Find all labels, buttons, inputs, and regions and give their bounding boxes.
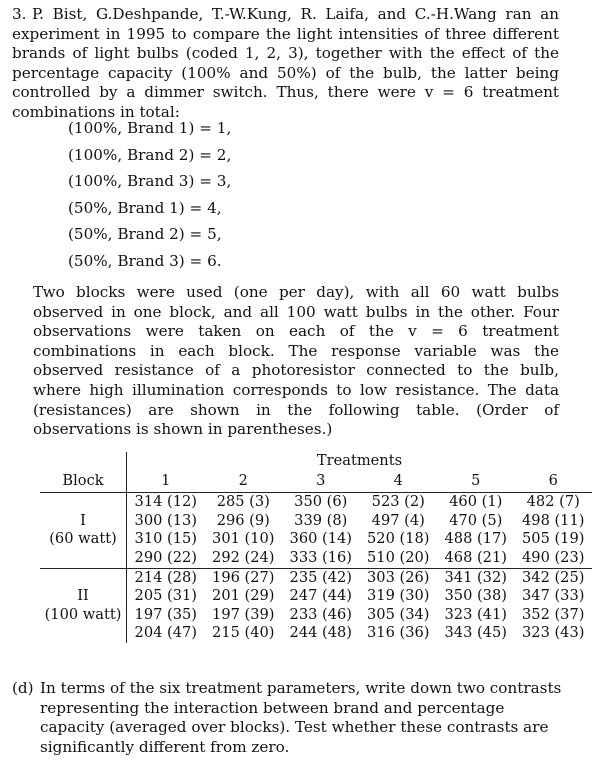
column-header: 6 <box>514 472 592 493</box>
table-cell: 498 (11) <box>522 511 585 529</box>
table-cell: 488 (17) <box>444 530 507 548</box>
table-cell: 305 (34) <box>367 605 430 623</box>
table-cell: 323 (41) <box>444 605 507 623</box>
table-cell: 214 (28) <box>127 568 205 587</box>
table-cell: 350 (38) <box>444 587 507 605</box>
treatment-item: (50%, Brand 2) = 5, <box>68 225 222 244</box>
table-cell: 490 (23) <box>522 548 585 566</box>
block-sub: (60 watt) <box>40 530 127 549</box>
block-cell <box>40 549 127 568</box>
table-row <box>40 549 592 568</box>
column-header: 1 <box>127 472 205 493</box>
table-cell: 197 (35) <box>134 605 197 623</box>
table-cell: 314 (12) <box>134 493 197 511</box>
data-table <box>40 452 592 643</box>
table-cell: 341 (32) <box>437 568 514 587</box>
treatment-item: (50%, Brand 3) = 6. <box>68 251 222 270</box>
table-row <box>40 512 592 531</box>
problem-intro <box>12 5 559 123</box>
table-row <box>40 606 592 625</box>
table-cell: 292 (24) <box>212 548 275 566</box>
column-header: 5 <box>437 472 514 493</box>
table-cell: 197 (39) <box>212 605 275 623</box>
block-cell <box>40 568 127 587</box>
table-cell: 523 (2) <box>371 493 425 511</box>
table-cell: 350 (6) <box>294 493 348 511</box>
table-cell: 233 (46) <box>289 605 352 623</box>
table-cell: 347 (33) <box>522 587 585 605</box>
table-row <box>40 530 592 549</box>
table-cell: 205 (31) <box>134 587 197 605</box>
part-d <box>12 679 567 757</box>
table-cell: 352 (37) <box>522 605 585 623</box>
table-cell: 460 (1) <box>449 493 503 511</box>
table-cell: 285 (3) <box>216 493 270 511</box>
treatments-header: Treatments <box>316 452 403 469</box>
table-cell: 316 (36) <box>367 624 430 642</box>
description-paragraph <box>33 283 559 440</box>
block-name: II <box>40 587 127 606</box>
table-cell: 520 (18) <box>367 530 430 548</box>
treatment-item: (100%, Brand 1) = 1, <box>68 119 232 137</box>
table-cell: 343 (45) <box>444 624 507 642</box>
table-cell: 201 (29) <box>212 587 275 605</box>
table-cell: 290 (22) <box>134 548 197 566</box>
table-cell: 301 (10) <box>212 530 275 548</box>
treatment-item: (100%, Brand 2) = 2, <box>68 145 232 164</box>
block-sub: (100 watt) <box>40 606 127 625</box>
table-cell: 300 (13) <box>134 511 197 529</box>
table-cell: 303 (26) <box>360 568 437 587</box>
block-name: I <box>40 512 127 531</box>
table-cell: 204 (47) <box>134 624 197 642</box>
treatment-list <box>68 115 231 275</box>
table-row <box>40 587 592 606</box>
table-cell: 215 (40) <box>212 624 275 642</box>
table-cell: 497 (4) <box>371 511 425 529</box>
table-cell: 468 (21) <box>444 548 507 566</box>
table-cell: 339 (8) <box>294 511 348 529</box>
description-text: Two blocks were used (one per day), with all 60 watt bulbs observed in one block, and all 100 watt bulbs in the other. Four observations were taken on each of the v = 6 treatment combinations in each block. The response variable was the observed resistance of a photoresistor connected to the bulb, where high illumination corresponds to low resistance. The data (resistances) are shown in the following table. (Order of observations is shown in parentheses.) <box>33 283 559 439</box>
column-header: 4 <box>360 472 437 493</box>
table-cell: 296 (9) <box>216 511 270 529</box>
table-row <box>40 568 592 587</box>
table-cell: 505 (19) <box>522 530 585 548</box>
table-cell: 319 (30) <box>367 587 430 605</box>
table-cell: 482 (7) <box>526 493 580 511</box>
table-row <box>40 624 592 643</box>
table-cell: 310 (15) <box>134 530 197 548</box>
part-d-text: In terms of the six treatment parameters, write down two contrasts representing the interaction between brand and percentage capacity (averaged over blocks). Test whether these contrasts are significantly different from zero. <box>40 679 562 756</box>
intro-text: P. Bist, G.Deshpande, T.-W.Kung, R. Laifa, and C.-H.Wang ran an experiment in 1995 to compare the light intensities of three different brands of light bulbs (coded 1, 2, 3), together with the effect of the percentage capacity (100% and 50%) of the bulb, the latter being controlled by a dimmer switch. Thus, there were v = 6 treatment combinations in total: <box>12 5 559 121</box>
table-cell: 244 (48) <box>289 624 352 642</box>
part-d-label: (d) <box>12 679 34 697</box>
table-cell: 333 (16) <box>289 548 352 566</box>
table-cell: 342 (25) <box>514 568 592 587</box>
block-cell <box>40 493 127 512</box>
block-cell <box>40 624 127 643</box>
treatment-item: (50%, Brand 1) = 4, <box>68 198 222 217</box>
table-cell: 247 (44) <box>289 587 352 605</box>
table-cell: 360 (14) <box>289 530 352 548</box>
block-header: Block <box>40 472 127 493</box>
problem-number: 3. <box>12 5 27 23</box>
table-cell: 196 (27) <box>205 568 282 587</box>
column-header: 2 <box>205 472 282 493</box>
table-cell: 323 (43) <box>522 624 585 642</box>
table-cell: 470 (5) <box>449 511 503 529</box>
treatment-item: (100%, Brand 3) = 3, <box>68 172 232 191</box>
table-cell: 235 (42) <box>282 568 359 587</box>
table-row <box>40 493 592 512</box>
column-header: 3 <box>282 472 359 493</box>
table-cell: 510 (20) <box>367 548 430 566</box>
